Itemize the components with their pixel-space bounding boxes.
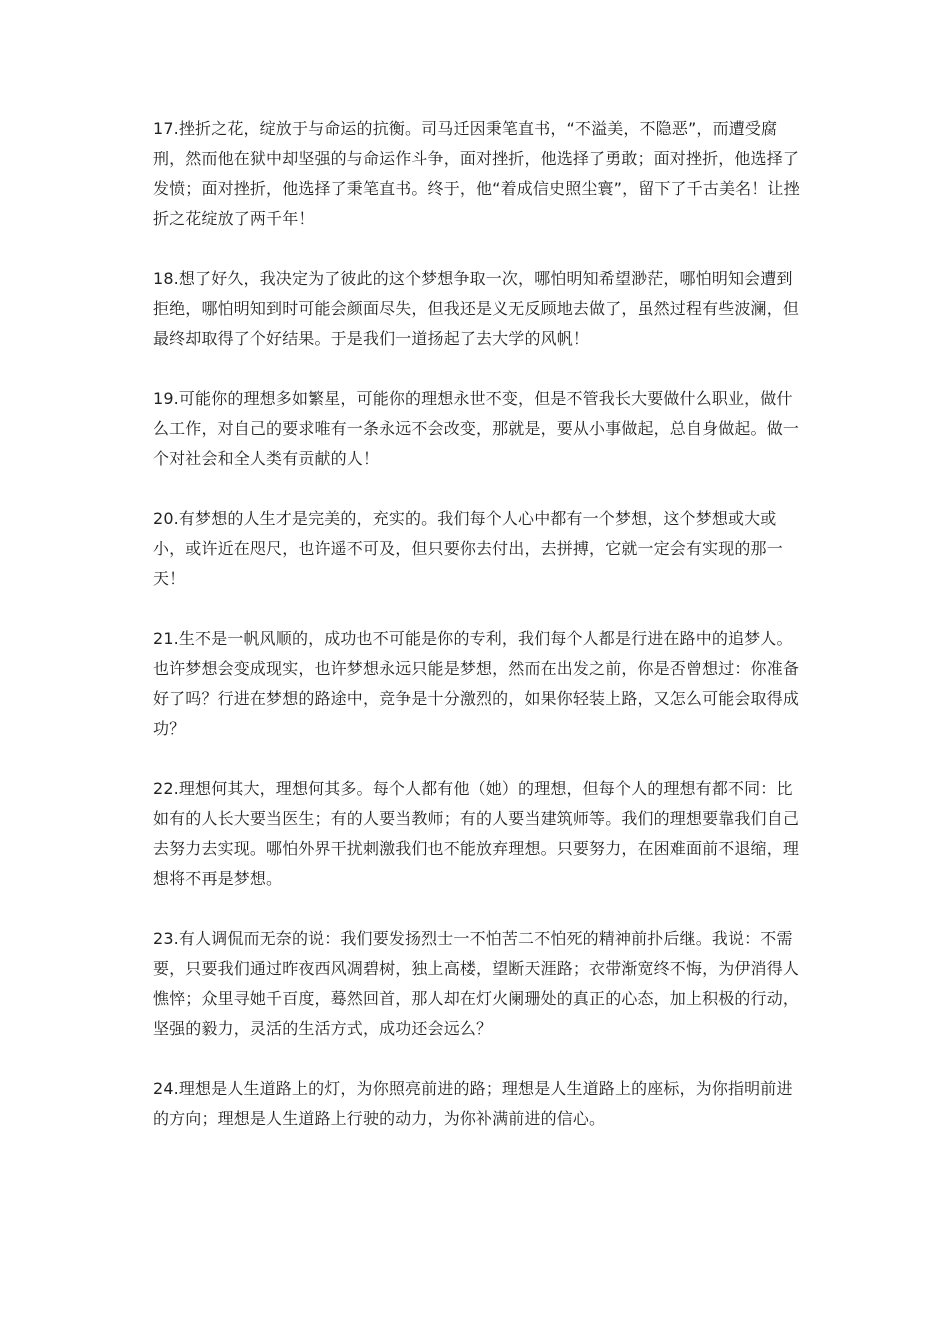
- document-body: [153, 114, 803, 1164]
- paragraph-18: 18.想了好久，我决定为了彼此的这个梦想争取一次，哪怕明知希望渺茫，哪怕明知会遭到拒绝，哪怕明知到时可能会颜面尽失，但我还是义无反顾地去做了，虽然过程有些波澜，但最终却取得了个好结果。于是我们一道扬起了去大学的风帆！: [153, 269, 800, 348]
- paragraph-19: 19.可能你的理想多如繁星，可能你的理想永世不变，但是不管我长大要做什么职业，做什么工作，对自己的要求唯有一条永远不会改变，那就是，要从小事做起，总自身做起。做一个对社会和全人类有贡献的人！: [153, 389, 800, 468]
- paragraph-24: 24.理想是人生道路上的灯，为你照亮前进的路；理想是人生道路上的座标，为你指明前进的方向；理想是人生道路上行驶的动力，为你补满前进的信心。: [153, 1079, 793, 1128]
- paragraph-23: 23.有人调侃而无奈的说：我们要发扬烈士一不怕苦二不怕死的精神前扑后继。我说：不需要，只要我们通过昨夜西风凋碧树，独上高楼，望断天涯路；衣带渐宽终不悔，为伊消得人憔悴；众里寻她千百度，蓦然回首，那人却在灯火阑珊处的真正的心态，加上积极的行动，坚强的毅力，灵活的生活方式，成功还会远么？: [153, 929, 800, 1038]
- paragraph-22: 22.理想何其大，理想何其多。每个人都有他（她）的理想，但每个人的理想有都不同：比如有的人长大要当医生；有的人要当教师；有的人要当建筑师等。我们的理想要靠我们自己去努力去实现。哪怕外界干扰刺激我们也不能放弃理想。只要努力，在困难面前不退缩，理想将不再是梦想。: [153, 779, 800, 888]
- paragraph-21: 21.生不是一帆风顺的，成功也不可能是你的专利，我们每个人都是行进在路中的追梦人。也许梦想会变成现实，也许梦想永远只能是梦想，然而在出发之前，你是否曾想过：你准备好了吗？行进在梦想的路途中，竞争是十分激烈的，如果你轻装上路，又怎么可能会取得成功？: [153, 629, 800, 738]
- paragraph-17: 17.挫折之花，绽放于与命运的抗衡。司马迁因秉笔直书，“不溢美，不隐恶”，而遭受腐刑，然而他在狱中却坚强的与命运作斗争，面对挫折，他选择了勇敢；面对挫折，他选择了发愤；面对挫折，他选择了秉笔直书。终于，他“着成信史照尘寰”，留下了千古美名！让挫折之花绽放了两千年！: [153, 119, 800, 228]
- paragraph-20: 20.有梦想的人生才是完美的，充实的。我们每个人心中都有一个梦想，这个梦想或大或小，或许近在咫尺，也许遥不可及，但只要你去付出，去拼搏，它就一定会有实现的那一天！: [153, 509, 783, 588]
